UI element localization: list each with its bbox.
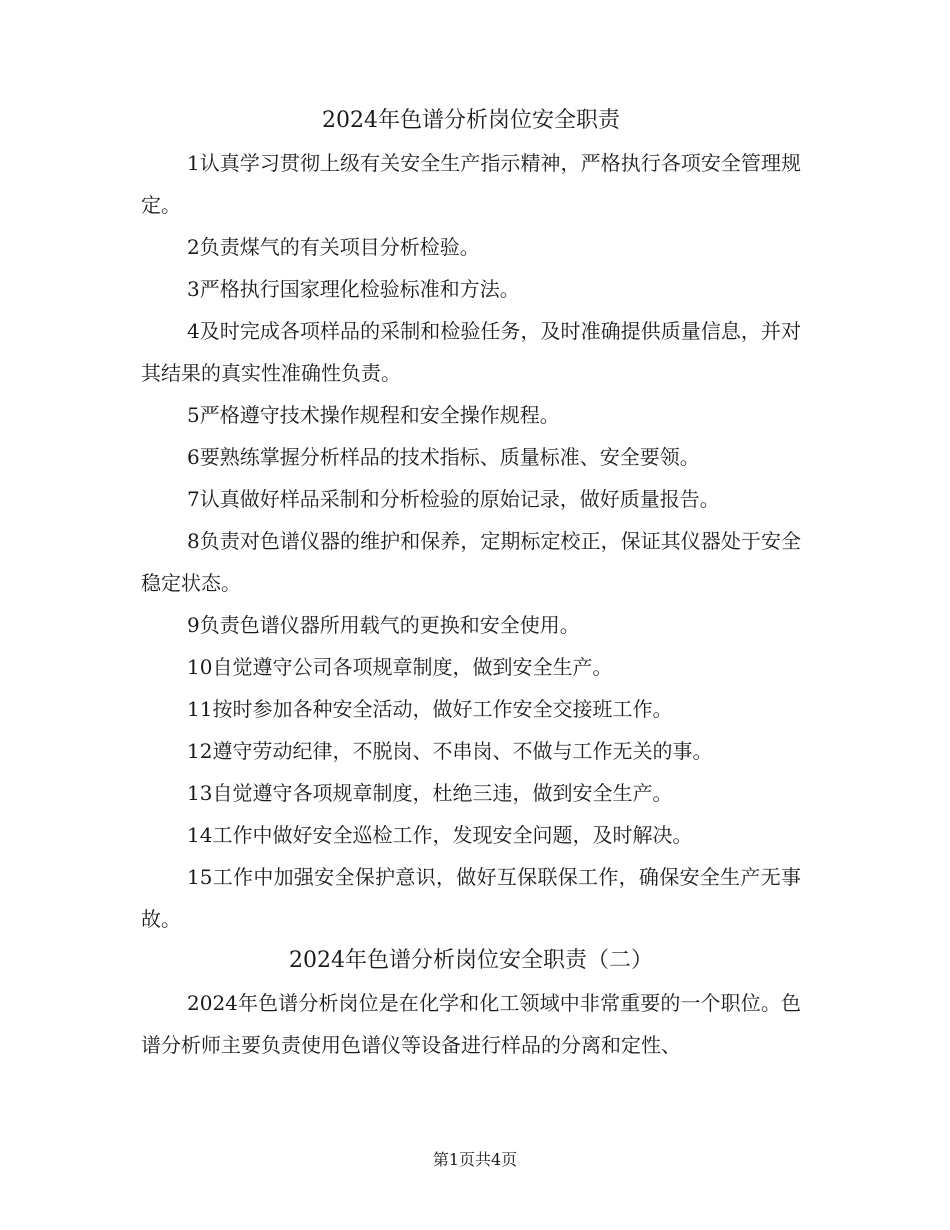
duty-item-1: 1认真学习贯彻上级有关安全生产指示精神，严格执行各项安全管理规定。 [141,151,801,217]
duty-item-15: 15工作中加强安全保护意识，做好互保联保工作，确保安全生产无事故。 [141,865,801,931]
page-number-footer: 第1页共4页 [432,1150,518,1169]
duty-item-11: 11按时参加各种安全活动，做好工作安全交接班工作。 [187,697,673,721]
document-title: 2024年色谱分析岗位安全职责 [322,108,620,133]
duty-item-9: 9负责色谱仪器所用载气的更换和安全使用。 [187,613,580,637]
duty-item-3: 3严格执行国家理化检验标准和方法。 [187,277,520,301]
duty-item-12: 12遵守劳动纪律，不脱岗、不串岗、不做与工作无关的事。 [187,739,713,763]
duty-item-10: 10自觉遵守公司各项规章制度，做到安全生产。 [187,655,613,679]
duty-item-5: 5严格遵守技术操作规程和安全操作规程。 [187,403,560,427]
duty-item-14: 14工作中做好安全巡检工作，发现安全问题，及时解决。 [187,823,693,847]
duty-item-8: 8负责对色谱仪器的维护和保养，定期标定校正，保证其仪器处于安全稳定状态。 [141,529,801,595]
duty-item-4: 4及时完成各项样品的采制和检验任务，及时准确提供质量信息，并对其结果的真实性准确性负责。 [141,319,801,385]
duty-item-7: 7认真做好样品采制和分析检验的原始记录，做好质量报告。 [187,487,720,511]
document-body [141,100,801,1066]
section-title-2: 2024年色谱分析岗位安全职责（二） [289,948,653,973]
duty-item-6: 6要熟练掌握分析样品的技术指标、质量标准、安全要领。 [187,445,700,469]
duty-item-2: 2负责煤气的有关项目分析检验。 [187,235,480,259]
duty-item-13: 13自觉遵守各项规章制度，杜绝三违，做到安全生产。 [187,781,673,805]
section-2-intro: 2024年色谱分析岗位是在化学和化工领域中非常重要的一个职位。色谱分析师主要负责使用色谱仪等设备进行样品的分离和定性、 [141,991,801,1057]
